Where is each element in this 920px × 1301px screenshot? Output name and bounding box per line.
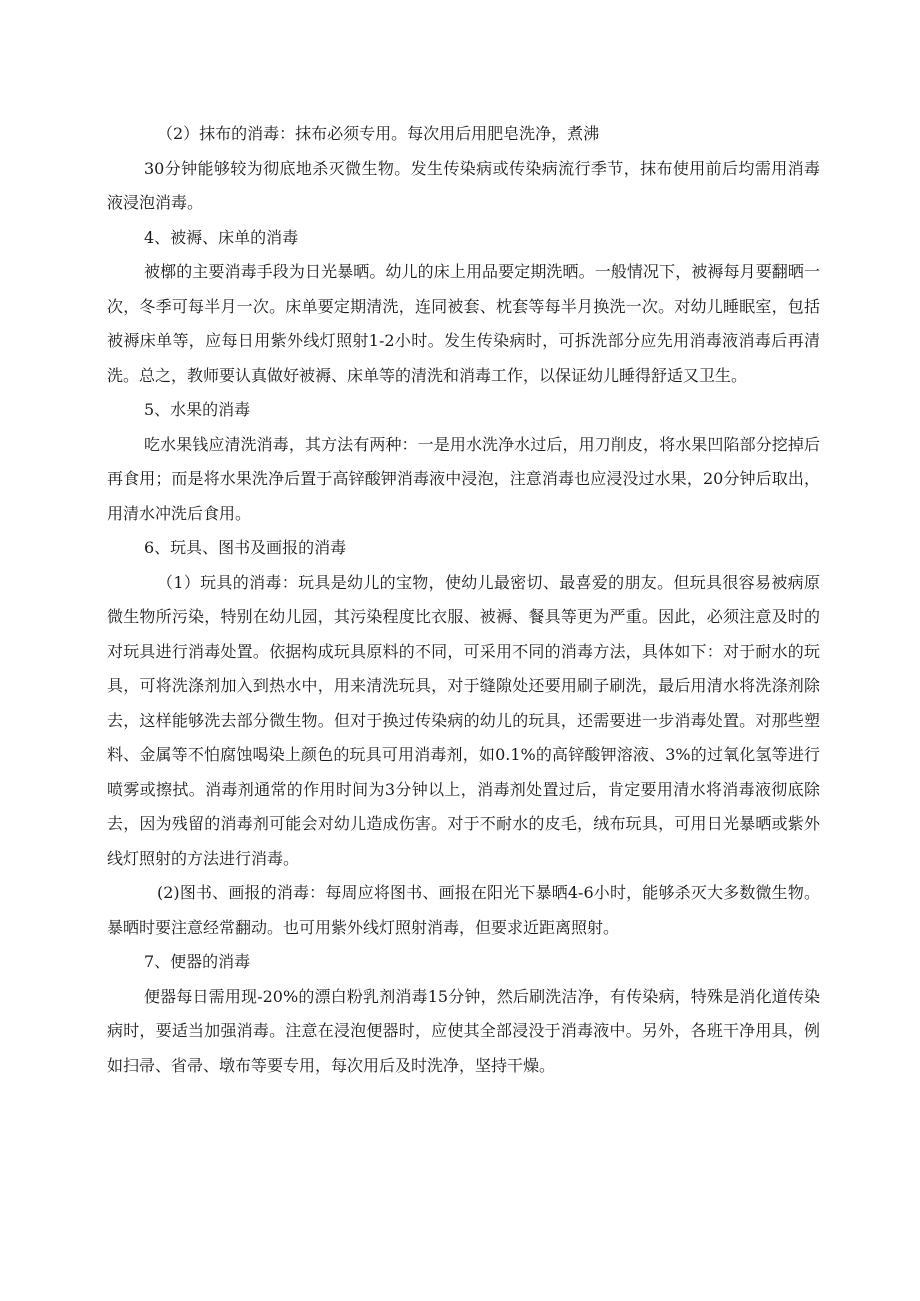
- paragraph-cloth-disinfection-detail: 30分钟能够较为彻底地杀灭微生物。发生传染病或传染病流行季节，抹布使用前后均需用消毒液浸泡消毒。: [107, 158, 820, 212]
- heading-fruit-disinfection: 5、水果的消毒: [144, 400, 251, 419]
- heading-toilet-disinfection: 7、便器的消毒: [144, 952, 251, 971]
- heading-toys-books-disinfection: 6、玩具、图书及画报的消毒: [144, 538, 347, 557]
- paragraph-toilet-disinfection: 便器每日需用现-20%的漂白粉乳剂消毒15分钟，然后刷洗洁净，有传染病，特殊是消化道传染病时，要适当加强消毒。注意在浸泡便器时，应使其全部浸没于消毒液中。另外，各班干净用具，例如扫帚、省帚、墩布等要专用，每次用后及时洗净，坚持干燥。: [107, 986, 820, 1075]
- paragraph-fruit-disinfection: 吃水果钱应清洗消毒，其方法有两种：一是用水洗净水过后，用刀削皮，将水果凹陷部分挖掉后再食用；而是将水果洗净后置于高锌酸钾消毒液中浸泡，注意消毒也应浸没过水果，20分钟后取出，用清水冲洗后食用。: [107, 434, 820, 523]
- paragraph-cloth-disinfection-intro: （2）抹布的消毒：抹布必须专用。每次用后用肥皂洗净，煮沸: [157, 124, 600, 143]
- document-body: [107, 117, 820, 1083]
- paragraph-bedding-disinfection: 被槨的主要消毒手段为日光暴晒。幼儿的床上用品要定期洗晒。一般情况下，被褥每月要翻晒一次，冬季可每半月一次。床单要定期清洗，连同被套、枕套等每半月换洗一次。对幼儿睡眠室，包括被褥床单等，应每日用紫外线灯照射1-2小时。发生传染病时，可拆洗部分应先用消毒液消毒后再清洗。总之，教师要认真做好被褥、床单等的清洗和消毒工作，以保证幼儿睡得舒适又卫生。: [107, 262, 820, 385]
- paragraph-toys-disinfection: （1）玩具的消毒：玩具是幼儿的宝物，使幼儿最密切、最喜爱的朋友。但玩具很容易被病原微生物所污染，特别在幼儿园，其污染程度比衣服、被褥、餐具等更为严重。因此，必须注意及时的对玩具进行消毒处置。依据构成玩具原料的不同，可采用不同的消毒方法，具体如下：对于耐水的玩具，可将洗涤剂加入到热水中，用来清洗玩具，对于缝隙处还要用刷子刷洗，最后用清水将洗涤剂除去，这样能够洗去部分微生物。但对于换过传染病的幼儿的玩具，还需要进一步消毒处置。对那些塑料、金属等不怕腐蚀喝染上颜色的玩具可用消毒剂，如0.1%的高锌酸钾溶液、3%的过氧化氢等进行喷雾或擦拭。消毒剂通常的作用时间为3分钟以上，消毒剂处置过后，肯定要用清水将消毒液彻底除去，因为残留的消毒剂可能会对幼儿造成伤害。对于不耐水的皮毛，绒布玩具，可用日光暴晒或紫外线灯照射的方法进行消毒。: [107, 572, 820, 868]
- heading-bedding-disinfection: 4、被褥、床单的消毒: [144, 227, 299, 247]
- paragraph-books-disinfection: (2)图书、画报的消毒：每周应将图书、画报在阳光下暴晒4-6小时，能够杀灭大多数微生物。暴晒时要注意经常翻动。也可用紫外线灯照射消毒，但要求近距离照射。: [107, 883, 820, 937]
